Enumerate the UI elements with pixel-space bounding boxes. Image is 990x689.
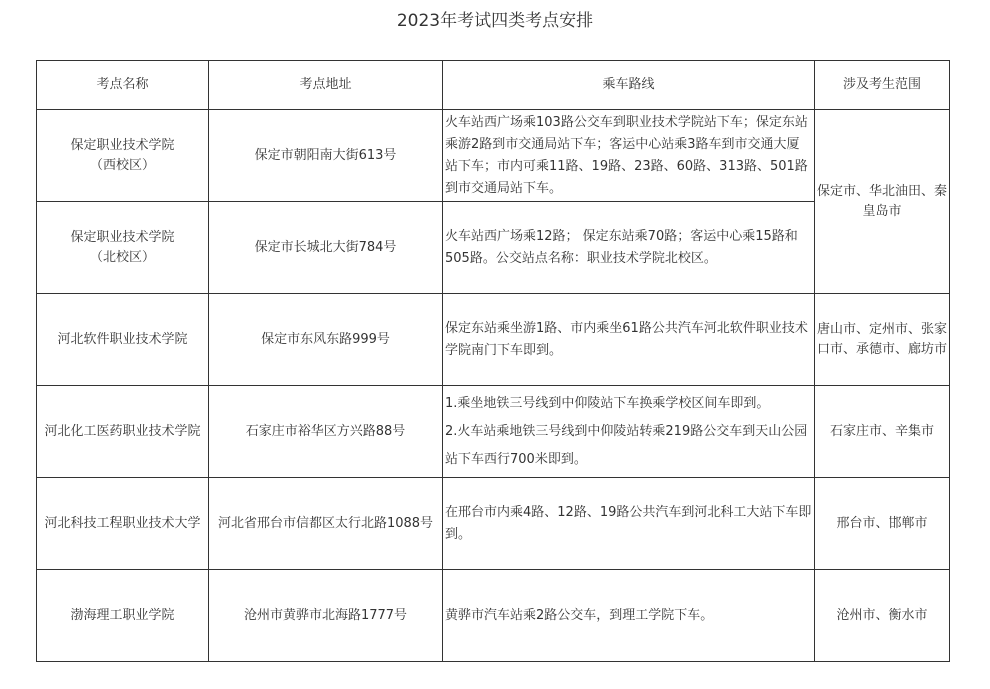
site-name-cell (37, 570, 209, 662)
table-row (37, 294, 950, 386)
candidate-scope: 石家庄市、辛集市 (815, 386, 950, 478)
table-row (37, 202, 950, 294)
site-address: 保定市朝阳南大街613号 (209, 110, 443, 202)
site-name: 保定职业技术学院 (70, 137, 175, 153)
bus-route-cell (443, 386, 815, 478)
site-name-cell (37, 386, 209, 478)
site-name: 河北软件职业技术学院 (57, 331, 188, 347)
bus-route-text: 在邢台市内乘4路、12路、19路公共汽车到河北科工大站下车即到。 (445, 504, 812, 542)
table-row (37, 110, 950, 202)
candidate-scope: 沧州市、衡水市 (815, 570, 950, 662)
bus-route-cell (443, 570, 815, 662)
site-address: 保定市东风东路999号 (209, 294, 443, 386)
bus-route-text: 黄骅市汽车站乘2路公交车，到理工学院下车。 (445, 607, 714, 623)
bus-route-step-2: 2.火车站乘地铁三号线到中仰陵站转乘219路公交车到天山公园站下车西行700米即到。 (445, 423, 808, 467)
table-row (37, 478, 950, 570)
site-address: 沧州市黄骅市北海路1777号 (209, 570, 443, 662)
table-row (37, 386, 950, 478)
site-campus: （北校区） (89, 249, 155, 265)
header-site-name: 考点名称 (37, 61, 209, 110)
table-row (37, 570, 950, 662)
site-name-cell (37, 110, 209, 202)
bus-route-cell (443, 478, 815, 570)
bus-route-cell (443, 110, 815, 202)
bus-route-cell (443, 294, 815, 386)
header-bus-route: 乘车路线 (443, 61, 815, 110)
site-name: 渤海理工职业学院 (70, 607, 175, 623)
site-name: 保定职业技术学院 (70, 229, 175, 245)
header-candidate-scope: 涉及考生范围 (815, 61, 950, 110)
bus-route-text: 火车站西广场乘12路； 保定东站乘70路；客运中心乘15路和505路。公交站点名称：职业技术学院北校区。 (445, 228, 798, 266)
candidate-scope: 唐山市、定州市、张家口市、承德市、廊坊市 (815, 294, 950, 386)
site-name: 河北科技工程职业技术大学 (44, 515, 201, 531)
candidate-scope: 保定市、华北油田、秦皇岛市 (815, 110, 950, 294)
site-name-cell (37, 202, 209, 294)
bus-route-step-1: 1.乘坐地铁三号线到中仰陵站下车换乘学校区间车即到。 (445, 395, 770, 411)
site-address: 河北省邢台市信都区太行北路1088号 (209, 478, 443, 570)
table-header-row (37, 61, 950, 110)
site-name: 河北化工医药职业技术学院 (44, 423, 201, 439)
site-name-cell (37, 294, 209, 386)
bus-route-text: 保定东站乘坐游1路、市内乘坐61路公共汽车河北软件职业技术学院南门下车即到。 (445, 320, 808, 358)
site-campus: （西校区） (89, 157, 155, 173)
site-address: 保定市长城北大街784号 (209, 202, 443, 294)
exam-site-table (36, 60, 950, 662)
bus-route-cell (443, 202, 815, 294)
page-title: 2023年考试四类考点安排 (396, 11, 594, 31)
bus-route-text: 火车站西广场乘103路公交车到职业技术学院站下车；保定东站乘游2路到市交通局站下车；客运中心站乘3路车到市交通大厦站下车；市内可乘11路、19路、23路、60路、313路、501路到市交通局站下车。 (445, 114, 808, 196)
candidate-scope: 邢台市、邯郸市 (815, 478, 950, 570)
site-name-cell (37, 478, 209, 570)
site-address: 石家庄市裕华区方兴路88号 (209, 386, 443, 478)
header-site-address: 考点地址 (209, 61, 443, 110)
